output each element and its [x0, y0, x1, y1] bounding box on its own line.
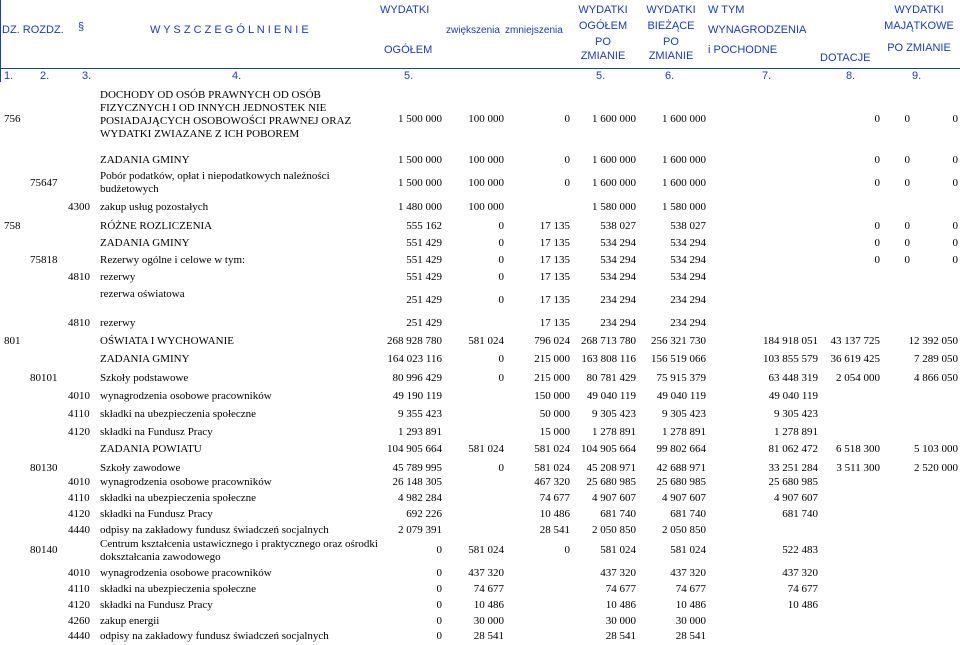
cell-biez: 1 278 891 — [662, 426, 706, 438]
cell-biez: 681 740 — [670, 508, 706, 520]
cell-dot: 36 619 425 — [830, 353, 880, 365]
cell-zm: 17 135 — [539, 294, 570, 306]
cell-par: 4440 — [68, 630, 90, 642]
cell-zw: 0 — [498, 271, 504, 283]
cell-rozdz: 80130 — [30, 462, 58, 474]
cell-dot: 0 — [874, 113, 880, 125]
cell-par: 4010 — [68, 476, 90, 488]
cell-biez: 234 294 — [670, 294, 706, 306]
cell-wyd: 26 148 305 — [392, 476, 442, 488]
cell-desc: składki na ubezpieczenia społeczne — [100, 408, 257, 420]
cell-zm: 17 135 — [539, 220, 570, 232]
cell-biez: 4 907 607 — [662, 492, 706, 504]
cell-zm: 215 000 — [534, 372, 570, 384]
cell-po: 234 294 — [600, 294, 636, 306]
cell-wyd: 104 905 664 — [387, 443, 442, 455]
cell-po: 534 294 — [600, 271, 636, 283]
cell-zm: 581 024 — [534, 443, 570, 455]
cell-wyn: 681 740 — [782, 508, 818, 520]
cell-po: 4 907 607 — [592, 492, 636, 504]
cell-biez: 156 519 066 — [651, 353, 706, 365]
cell-wyd: 1 293 891 — [398, 426, 442, 438]
cell-po: 25 680 985 — [586, 476, 636, 488]
colnum: 3. — [82, 70, 92, 82]
cell-desc: DOCHODY OD OSÓB PRAWNYCH OD OSÓB FIZYCZNYCH I OD INNYCH JEDNOSTEK NIE POSIADAJĄCYCH OSOBOWOŚCI PRAWNEJ ORAZ WYDATKI ZWIAZANE Z ICH POBOREM — [100, 89, 352, 140]
cell-maj: 0 — [952, 154, 958, 166]
cell-rozdz: 75818 — [30, 254, 58, 266]
cell-zw: 100 000 — [468, 154, 504, 166]
cell-wyd: 1 480 000 — [398, 201, 442, 213]
cell-par: 4110 — [68, 492, 90, 504]
col-biezace-4: ZMIANIE — [648, 50, 694, 62]
cell-zm: 0 — [564, 177, 570, 189]
cell-dot: 43 137 725 — [830, 335, 880, 347]
cell-zm: 215 000 — [534, 353, 570, 365]
cell-biez: 99 802 664 — [656, 443, 706, 455]
cell-desc: RÓŻNE ROZLICZENIA — [100, 220, 213, 232]
cell-biez: 42 688 971 — [656, 462, 706, 474]
cell-biez: 1 600 000 — [662, 113, 706, 125]
cell-dz: 801 — [4, 335, 21, 347]
cell-zw: 30 000 — [473, 615, 504, 627]
cell-maj: 4 866 050 — [914, 372, 958, 384]
cell-dot: 0 — [874, 254, 880, 266]
cell-zm: 10 486 — [539, 508, 570, 520]
cell-zm: 467 320 — [534, 476, 570, 488]
cell-zw: 74 677 — [473, 583, 504, 595]
cell-biez: 9 305 423 — [662, 408, 706, 420]
cell-wyd: 0 — [436, 599, 442, 611]
cell-x8: 0 — [904, 177, 910, 189]
cell-desc: ZADANIA POWIATU — [100, 443, 202, 455]
cell-po: 1 278 891 — [592, 426, 636, 438]
col-dz-rozdz: DZ. ROZDZ. — [2, 24, 64, 36]
cell-biez: 75 915 379 — [656, 372, 706, 384]
cell-zw: 10 486 — [473, 599, 504, 611]
cell-zw: 581 024 — [468, 544, 504, 556]
cell-biez: 256 321 730 — [651, 335, 706, 347]
cell-wyn: 9 305 423 — [774, 408, 818, 420]
cell-x8: 0 — [904, 220, 910, 232]
cell-desc: rezerwy — [100, 271, 136, 283]
cell-desc: składki na ubezpieczenia społeczne — [100, 583, 257, 595]
cell-zw: 0 — [498, 294, 504, 306]
cell-wyn: 103 855 579 — [763, 353, 818, 365]
col-dotacje: DOTACJE — [820, 52, 871, 64]
cell-po: 80 781 429 — [586, 372, 636, 384]
cell-po: 538 027 — [600, 220, 636, 232]
cell-desc: ZADANIA GMINY — [100, 237, 190, 249]
cell-zm: 74 677 — [539, 492, 570, 504]
cell-desc: rezerwy — [100, 317, 136, 329]
cell-biez: 28 541 — [675, 630, 706, 642]
cell-zw: 28 541 — [473, 630, 504, 642]
cell-biez: 234 294 — [670, 317, 706, 329]
cell-par: 4120 — [68, 599, 90, 611]
cell-wyd: 45 789 995 — [392, 462, 442, 474]
cell-po: 1 600 000 — [592, 113, 636, 125]
cell-desc: OŚWIATA I WYCHOWANIE — [100, 335, 234, 347]
cell-po: 1 580 000 — [592, 201, 636, 213]
cell-wyn: 49 040 119 — [768, 390, 818, 402]
cell-wyd: 2 079 391 — [398, 524, 442, 536]
cell-wyn: 10 486 — [787, 599, 818, 611]
cell-biez: 534 294 — [670, 254, 706, 266]
cell-zm: 17 135 — [539, 254, 570, 266]
cell-wyd: 80 996 429 — [392, 372, 442, 384]
cell-desc: składki na Fundusz Pracy — [100, 599, 213, 611]
cell-po: 234 294 — [600, 317, 636, 329]
cell-po: 2 050 850 — [592, 524, 636, 536]
cell-wyd: 251 429 — [406, 317, 442, 329]
cell-zw: 100 000 — [468, 201, 504, 213]
cell-dz: 758 — [4, 220, 21, 232]
cell-wyn: 81 062 472 — [768, 443, 818, 455]
cell-desc: Szkoły podstawowe — [100, 372, 189, 384]
cell-maj: 12 392 050 — [908, 335, 958, 347]
cell-po: 681 740 — [600, 508, 636, 520]
cell-wyn: 63 448 319 — [768, 372, 818, 384]
cell-wyn: 33 251 284 — [768, 462, 818, 474]
col-majatkowe-1: WYDATKI — [894, 4, 944, 16]
cell-maj: 5 103 000 — [914, 443, 958, 455]
cell-par: 4110 — [68, 583, 90, 595]
cell-biez: 25 680 985 — [656, 476, 706, 488]
cell-zw: 100 000 — [468, 177, 504, 189]
cell-po: 534 294 — [600, 237, 636, 249]
colnum: 9. — [912, 70, 922, 82]
cell-zw: 0 — [498, 372, 504, 384]
cell-wyn: 1 278 891 — [774, 426, 818, 438]
cell-maj: 0 — [952, 177, 958, 189]
col-po-zmianie-2: OGÓŁEM — [578, 20, 628, 32]
cell-zm: 17 135 — [539, 237, 570, 249]
cell-dot: 0 — [874, 220, 880, 232]
col-w-tym: W TYM — [708, 4, 745, 16]
col-biezace-2: BIEŻĄCE — [647, 20, 695, 32]
cell-wyd: 551 429 — [406, 254, 442, 266]
cell-biez: 49 040 119 — [656, 390, 706, 402]
cell-wyd: 551 429 — [406, 271, 442, 283]
col-zwiekszenia: zwiększenia — [446, 25, 500, 36]
cell-zw: 437 320 — [468, 567, 504, 579]
cell-dot: 2 054 000 — [836, 372, 880, 384]
cell-biez: 1 600 000 — [662, 177, 706, 189]
cell-po: 9 305 423 — [592, 408, 636, 420]
col-po-zmianie-3: PO — [595, 36, 611, 48]
cell-maj: 0 — [952, 254, 958, 266]
cell-biez: 534 294 — [670, 271, 706, 283]
cell-biez: 437 320 — [670, 567, 706, 579]
cell-wyd: 692 226 — [406, 508, 442, 520]
cell-biez: 30 000 — [675, 615, 706, 627]
cell-desc: Pobór podatków, opłat i niepodatkowych należności budżetowych — [100, 170, 330, 195]
cell-desc: ZADANIA GMINY — [100, 154, 190, 166]
cell-zm: 17 135 — [539, 317, 570, 329]
cell-po: 10 486 — [605, 599, 636, 611]
cell-wyd: 1 500 000 — [398, 177, 442, 189]
cell-zw: 581 024 — [468, 443, 504, 455]
cell-biez: 534 294 — [670, 237, 706, 249]
cell-desc: ZADANIA GMINY — [100, 353, 190, 365]
cell-po: 268 713 780 — [581, 335, 636, 347]
cell-par: 4010 — [68, 390, 90, 402]
cell-desc: odpisy na zakładowy fundusz świadczeń socjalnych — [100, 630, 329, 642]
cell-par: 4110 — [68, 408, 90, 420]
colnum: 1. — [4, 70, 14, 82]
cell-wyn: 522 483 — [782, 544, 818, 556]
col-po-zmianie-1: WYDATKI — [578, 4, 628, 16]
cell-biez: 74 677 — [675, 583, 706, 595]
cell-desc: składki na Fundusz Pracy — [100, 426, 213, 438]
cell-zw: 0 — [498, 220, 504, 232]
cell-zm: 581 024 — [534, 462, 570, 474]
cell-dot: 6 518 300 — [836, 443, 880, 455]
cell-rozdz: 80140 — [30, 544, 58, 556]
cell-desc: odpisy na zakładowy fundusz świadczeń socjalnych — [100, 524, 329, 536]
cell-wyd: 551 429 — [406, 237, 442, 249]
cell-wyd: 0 — [436, 630, 442, 642]
cell-desc: wynagrodzenia osobowe pracowników — [100, 390, 272, 402]
cell-zm: 0 — [564, 154, 570, 166]
cell-wyd: 251 429 — [406, 294, 442, 306]
cell-zm: 0 — [564, 544, 570, 556]
col-wynagrodzenia: WYNAGRODZENIA — [708, 24, 807, 36]
cell-dot: 0 — [874, 154, 880, 166]
cell-wyd: 0 — [436, 583, 442, 595]
colnum: 6. — [665, 70, 675, 82]
cell-wyd: 0 — [436, 567, 442, 579]
cell-wyd: 268 928 780 — [387, 335, 442, 347]
cell-po: 30 000 — [605, 615, 636, 627]
colnum: 5. — [404, 70, 414, 82]
cell-po: 437 320 — [600, 567, 636, 579]
cell-par: 4120 — [68, 426, 90, 438]
cell-po: 163 808 116 — [581, 353, 636, 365]
cell-po: 45 208 971 — [586, 462, 636, 474]
cell-po: 581 024 — [600, 544, 636, 556]
cell-wyd: 9 355 423 — [398, 408, 442, 420]
cell-zw: 0 — [498, 462, 504, 474]
cell-wyn: 25 680 985 — [768, 476, 818, 488]
col-pochodne: i POCHODNE — [708, 44, 778, 56]
cell-biez: 2 050 850 — [662, 524, 706, 536]
cell-desc: zakup usług pozostałych — [100, 201, 209, 213]
cell-x8: 0 — [904, 254, 910, 266]
cell-wyn: 4 907 607 — [774, 492, 818, 504]
cell-wyd: 4 982 284 — [398, 492, 442, 504]
cell-biez: 581 024 — [670, 544, 706, 556]
col-description: W Y S Z C Z E G Ó L N I E N I E — [150, 24, 309, 36]
colnum: 4. — [232, 70, 242, 82]
cell-wyd: 0 — [436, 615, 442, 627]
cell-zm: 0 — [564, 113, 570, 125]
cell-wyd: 49 190 119 — [392, 390, 442, 402]
col-majatkowe-3: PO ZMIANIE — [887, 42, 951, 54]
cell-desc: Centrum kształcenia ustawicznego i praktycznego oraz ośrodki dokształcania zawodowego — [100, 538, 378, 563]
cell-maj: 7 289 050 — [914, 353, 958, 365]
cell-wyn: 184 918 051 — [763, 335, 818, 347]
col-biezace-3: PO — [663, 36, 679, 48]
cell-desc: Szkoły zawodowe — [100, 462, 181, 474]
cell-desc: Rezerwy ogólne i celowe w tym: — [100, 254, 246, 266]
cell-zm: 796 024 — [534, 335, 570, 347]
cell-desc: zakup energii — [100, 615, 160, 627]
cell-zw: 0 — [498, 353, 504, 365]
cell-rozdz: 75647 — [30, 177, 58, 189]
cell-dot: 0 — [874, 237, 880, 249]
cell-par: 4810 — [68, 317, 90, 329]
cell-zm: 15 000 — [539, 426, 570, 438]
col-wydatki-ogolem: OGÓŁEM — [384, 44, 433, 56]
cell-po: 28 541 — [605, 630, 636, 642]
cell-zw: 100 000 — [468, 113, 504, 125]
cell-par: 4010 — [68, 567, 90, 579]
cell-po: 1 600 000 — [592, 154, 636, 166]
colnum: 7. — [762, 70, 772, 82]
col-wydatki-top: WYDATKI — [380, 4, 430, 16]
colnum: 8. — [846, 70, 856, 82]
cell-zm: 17 135 — [539, 271, 570, 283]
cell-dz: 756 — [4, 113, 21, 125]
cell-zw: 581 024 — [468, 335, 504, 347]
cell-wyd: 1 500 000 — [398, 113, 442, 125]
cell-maj: 0 — [952, 237, 958, 249]
cell-biez: 10 486 — [675, 599, 706, 611]
cell-x8: 0 — [904, 237, 910, 249]
col-majatkowe-2: MAJĄTKOWE — [884, 20, 954, 32]
cell-desc: składki na ubezpieczenia społeczne — [100, 492, 257, 504]
cell-desc: wynagrodzenia osobowe pracowników — [100, 476, 272, 488]
cell-maj: 2 520 000 — [914, 462, 958, 474]
cell-par: 4440 — [68, 524, 90, 536]
cell-zw: 0 — [498, 254, 504, 266]
cell-maj: 0 — [952, 220, 958, 232]
col-zmniejszenia: zmniejszenia — [505, 25, 563, 36]
cell-biez: 538 027 — [670, 220, 706, 232]
cell-maj: 0 — [952, 113, 958, 125]
cell-po: 1 600 000 — [592, 177, 636, 189]
cell-zm: 50 000 — [539, 408, 570, 420]
cell-wyd: 1 500 000 — [398, 154, 442, 166]
col-paragraph: § — [78, 21, 85, 33]
cell-wyn: 74 677 — [787, 583, 818, 595]
cell-par: 4260 — [68, 615, 90, 627]
cell-po: 104 905 664 — [581, 443, 636, 455]
cell-x8: 0 — [904, 154, 910, 166]
cell-wyd: 164 023 116 — [387, 353, 442, 365]
cell-par: 4300 — [68, 201, 90, 213]
cell-rozdz: 80101 — [30, 372, 58, 384]
cell-wyd: 0 — [436, 544, 442, 556]
cell-zw: 0 — [498, 237, 504, 249]
cell-desc: rezerwa oświatowa — [100, 288, 185, 300]
cell-par: 4120 — [68, 508, 90, 520]
cell-biez: 1 600 000 — [662, 154, 706, 166]
cell-desc: wynagrodzenia osobowe pracowników — [100, 567, 272, 579]
cell-po: 534 294 — [600, 254, 636, 266]
cell-x8: 0 — [904, 113, 910, 125]
cell-biez: 1 580 000 — [662, 201, 706, 213]
col-po-zmianie-4: ZMIANIE — [580, 50, 626, 62]
col-biezace-1: WYDATKI — [646, 4, 696, 16]
cell-wyn: 437 320 — [782, 567, 818, 579]
cell-desc: składki na Fundusz Pracy — [100, 508, 213, 520]
cell-po: 74 677 — [605, 583, 636, 595]
colnum: 5. — [596, 70, 606, 82]
cell-dot: 3 511 300 — [836, 462, 880, 474]
cell-dot: 0 — [874, 177, 880, 189]
cell-zm: 150 000 — [534, 390, 570, 402]
cell-zm: 28 541 — [539, 524, 570, 536]
colnum: 2. — [40, 70, 50, 82]
cell-po: 49 040 119 — [586, 390, 636, 402]
cell-wyd: 555 162 — [406, 220, 442, 232]
cell-par: 4810 — [68, 271, 90, 283]
